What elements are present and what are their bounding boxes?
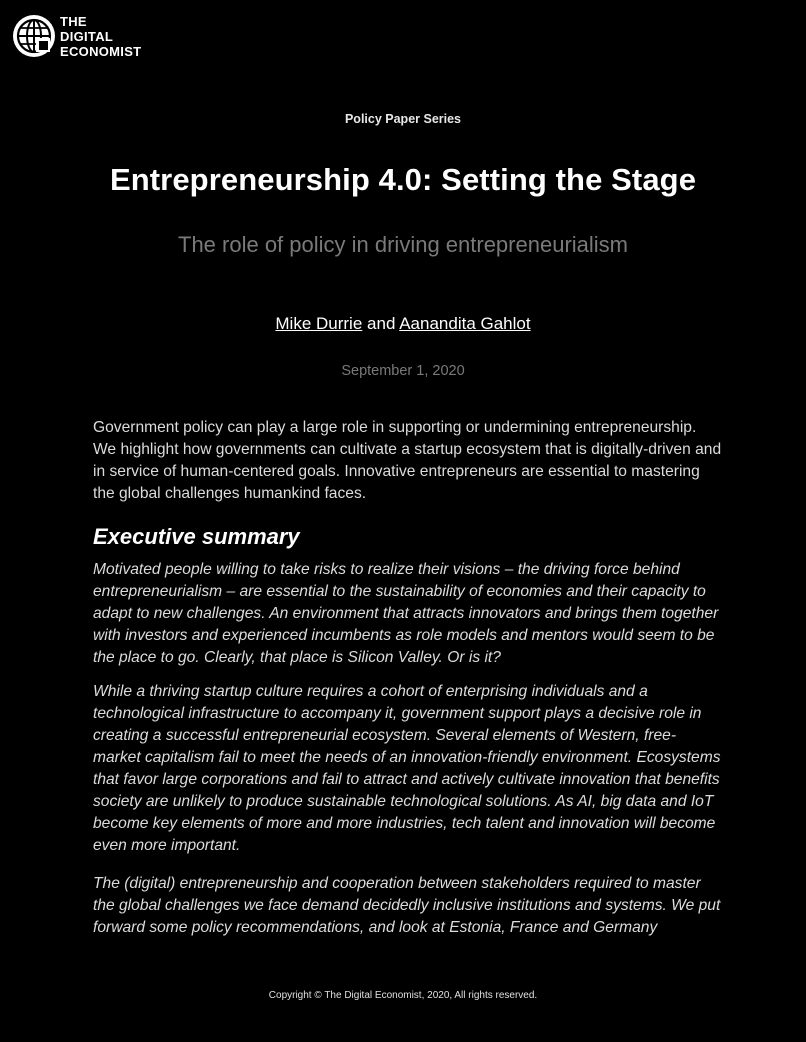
author-link-aanandita-gahlot[interactable]: Aanandita Gahlot: [399, 314, 531, 333]
page-title: Entrepreneurship 4.0: Setting the Stage: [109, 162, 697, 197]
executive-summary-heading: Executive summary: [93, 524, 300, 549]
abstract-paragraph: Government policy can play a large role in supporting or undermining entrepreneurship. We highlight how governments can cultivate a startup ecosystem that is digitally-driven and in service of human-centered goals. Innovative entrepreneurs are essential to mastering the global challenges humankind faces.: [93, 419, 722, 502]
page-subtitle: The role of policy in driving entrepreneurialism: [178, 232, 628, 257]
series-label: Policy Paper Series: [344, 112, 462, 126]
brand-line-2: DIGITAL: [60, 29, 114, 44]
publication-date: September 1, 2020: [341, 363, 465, 379]
summary-paragraph-2: While a thriving startup culture requires a cohort of enterprising individuals and a technological infrastructure to accompany it, government support plays a decisive role in creating a successful entrepreneurial ecosystem. Several elements of Western, free-market capitalism fail to meet the needs of an innovation-friendly environment. Ecosystems that favor large corporations and fail to attract and actively cultivate innovation that benefits society are unlikely to produce sustainable technological solutions. As AI, big data and IoT become key elements of more and more industries, tech talent and innovation will become even more important.: [93, 683, 721, 854]
author-connector: and: [367, 314, 396, 333]
brand-line-1: THE: [60, 14, 87, 29]
brand-wordmark: [60, 14, 141, 59]
brand-logo[interactable]: [12, 14, 141, 59]
author-line: [0, 314, 806, 334]
brand-line-3: ECONOMIST: [60, 44, 142, 59]
copyright-footer: Copyright © The Digital Economist, 2020, All rights reserved.: [268, 990, 538, 1001]
summary-paragraph-1: Motivated people willing to take risks to realize their visions – the driving force behind entrepreneurialism – are essential to the sustainability of economies and their capacity to adapt to new challenges. An environment that attracts innovators and brings them together with investors and experienced incumbents as role models and mentors would seem to be the place to go. Clearly, that place is Silicon Valley. Or is it?: [93, 561, 719, 666]
summary-paragraph-3: The (digital) entrepreneurship and cooperation between stakeholders required to master the global challenges we face demand decidedly inclusive institutions and systems. We put forward some policy recommendations, and look at Estonia, France and Germany: [93, 875, 721, 936]
author-link-mike-durrie[interactable]: Mike Durrie: [275, 314, 363, 333]
globe-logo-icon: [12, 14, 56, 58]
